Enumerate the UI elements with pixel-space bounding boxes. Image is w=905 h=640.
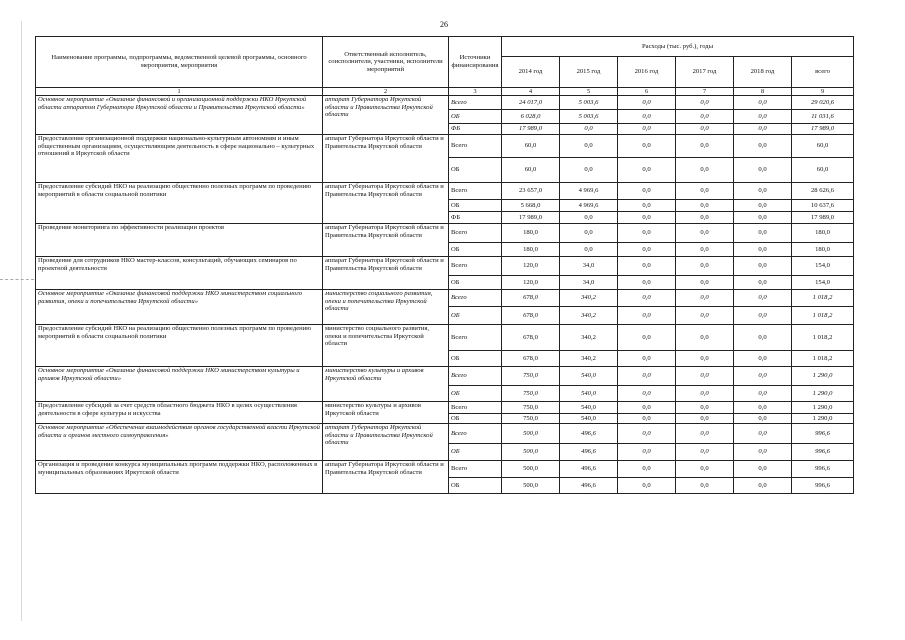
amount-cell: 750,0: [502, 402, 560, 414]
funding-source: Всего: [449, 135, 502, 158]
column-number: 3: [449, 88, 502, 96]
amount-cell: 340,2: [560, 351, 618, 367]
funding-source: ОБ: [449, 307, 502, 325]
amount-cell: 0,0: [734, 444, 792, 461]
amount-total: 1 018,2: [792, 307, 854, 325]
amount-cell: 0,0: [734, 243, 792, 257]
amount-cell: 0,0: [676, 386, 734, 402]
amount-total: 1 018,2: [792, 325, 854, 351]
activity-executor: министерство социального развития, опеки и попечительства Иркутской области: [323, 290, 449, 325]
amount-cell: 678,0: [502, 351, 560, 367]
funding-source: Всего: [449, 402, 502, 414]
amount-cell: 0,0: [618, 307, 676, 325]
table-row: [36, 257, 854, 276]
amount-cell: 0,0: [560, 212, 618, 224]
activity-executor: аппарат Губернатора Иркутской области и Правительства Иркутской области: [323, 135, 449, 183]
header-expenses: Расходы (тыс. руб.), годы: [502, 37, 854, 57]
amount-cell: 0,0: [734, 276, 792, 290]
amount-cell: 0,0: [676, 444, 734, 461]
header-year: 2014 год: [502, 57, 560, 88]
amount-total: 10 637,6: [792, 200, 854, 212]
amount-cell: 0,0: [734, 110, 792, 124]
amount-cell: 0,0: [618, 243, 676, 257]
amount-cell: 0,0: [618, 290, 676, 307]
amount-cell: 0,0: [618, 325, 676, 351]
amount-cell: 0,0: [676, 183, 734, 200]
header-year: 2017 год: [676, 57, 734, 88]
amount-cell: 0,0: [618, 424, 676, 444]
column-number: 4: [502, 88, 560, 96]
page-number: 26: [440, 20, 448, 29]
header-year: 2018 год: [734, 57, 792, 88]
funding-source: Всего: [449, 461, 502, 478]
amount-cell: 750,0: [502, 367, 560, 386]
amount-cell: 0,0: [734, 351, 792, 367]
amount-cell: 540,0: [560, 367, 618, 386]
column-numbers-row: [36, 88, 854, 96]
amount-cell: 0,0: [676, 325, 734, 351]
amount-cell: 0,0: [734, 325, 792, 351]
amount-cell: 0,0: [734, 200, 792, 212]
funding-source: ОБ: [449, 444, 502, 461]
amount-total: 1 290,0: [792, 414, 854, 424]
amount-cell: 5 003,6: [560, 110, 618, 124]
amount-cell: 0,0: [618, 478, 676, 494]
table-row: [36, 290, 854, 307]
activity-executor: аппарат Губернатора Иркутской области и Правительства Иркутской области: [323, 224, 449, 257]
amount-cell: 0,0: [618, 212, 676, 224]
funding-source: ФБ: [449, 124, 502, 135]
funding-source: ОБ: [449, 110, 502, 124]
activity-executor: аппарат Губернатора Иркутской области и Правительства Иркутской области: [323, 183, 449, 224]
scan-edge-line: [21, 21, 22, 621]
amount-total: 11 031,6: [792, 110, 854, 124]
amount-total: 28 626,6: [792, 183, 854, 200]
amount-cell: 5 003,6: [560, 96, 618, 110]
amount-cell: 0,0: [734, 424, 792, 444]
amount-cell: 0,0: [734, 290, 792, 307]
column-number: 5: [560, 88, 618, 96]
amount-cell: 0,0: [734, 257, 792, 276]
amount-cell: 540,0: [560, 414, 618, 424]
amount-cell: 0,0: [676, 307, 734, 325]
amount-cell: 0,0: [618, 135, 676, 158]
amount-cell: 0,0: [734, 414, 792, 424]
amount-cell: 500,0: [502, 444, 560, 461]
header-executor: Ответственный исполнитель, соисполнители, участники, исполнители мероприятий: [323, 37, 449, 88]
amount-cell: 0,0: [618, 276, 676, 290]
funding-source: ОБ: [449, 200, 502, 212]
amount-cell: 6 028,0: [502, 110, 560, 124]
amount-total: 60,0: [792, 158, 854, 183]
amount-cell: 0,0: [676, 414, 734, 424]
amount-cell: 750,0: [502, 414, 560, 424]
amount-cell: 0,0: [560, 124, 618, 135]
funding-source: ФБ: [449, 212, 502, 224]
amount-total: 180,0: [792, 243, 854, 257]
funding-source: ОБ: [449, 478, 502, 494]
amount-cell: 0,0: [676, 290, 734, 307]
amount-cell: 180,0: [502, 224, 560, 243]
activity-executor: министерство социального развития, опеки и попечительства Иркутской области: [323, 325, 449, 367]
activity-executor: министерство культуры и архивов Иркутской области: [323, 402, 449, 424]
amount-cell: 0,0: [734, 307, 792, 325]
amount-cell: 23 657,0: [502, 183, 560, 200]
activity-executor: аппарат Губернатора Иркутской области и Правительства Иркутской области: [323, 461, 449, 494]
table-row: [36, 135, 854, 158]
funding-source: Всего: [449, 367, 502, 386]
amount-cell: 0,0: [560, 135, 618, 158]
amount-cell: 0,0: [676, 158, 734, 183]
amount-cell: 0,0: [618, 158, 676, 183]
amount-cell: 120,0: [502, 257, 560, 276]
amount-cell: 0,0: [618, 96, 676, 110]
activity-name: Предоставление субсидий НКО на реализацию общественно полезных программ по проведению мероприятий в области социальной политики: [36, 325, 323, 367]
amount-cell: 0,0: [734, 478, 792, 494]
amount-cell: 5 668,0: [502, 200, 560, 212]
amount-cell: 500,0: [502, 478, 560, 494]
column-number: 8: [734, 88, 792, 96]
funding-source: Всего: [449, 290, 502, 307]
amount-cell: 0,0: [676, 243, 734, 257]
amount-cell: 678,0: [502, 325, 560, 351]
funding-source: ОБ: [449, 351, 502, 367]
table-row: [36, 424, 854, 444]
header-year: 2015 год: [560, 57, 618, 88]
funding-source: Всего: [449, 325, 502, 351]
amount-cell: 0,0: [676, 424, 734, 444]
activity-name: Организация и проведение конкурса муниципальных программ поддержки НКО, расположенных в муниципальных образованиях Иркутской области: [36, 461, 323, 494]
header-year: 2016 год: [618, 57, 676, 88]
amount-total: 60,0: [792, 135, 854, 158]
amount-total: 996,6: [792, 461, 854, 478]
amount-cell: 540,0: [560, 386, 618, 402]
amount-cell: 0,0: [676, 478, 734, 494]
amount-cell: 0,0: [618, 414, 676, 424]
activity-name: Предоставление организационной поддержки национально-культурным автономиям и иным общественным организациям, осуществляющим деятельность в сфере национально – культурных отношений в Иркутской области: [36, 135, 323, 183]
table-body: [36, 96, 854, 494]
amount-cell: 4 969,6: [560, 183, 618, 200]
amount-cell: 0,0: [676, 200, 734, 212]
activity-executor: аппарат Губернатора Иркутской области и Правительства Иркутской области: [323, 257, 449, 290]
amount-cell: 0,0: [734, 135, 792, 158]
amount-total: 1 018,2: [792, 290, 854, 307]
amount-cell: 34,0: [560, 257, 618, 276]
amount-cell: 0,0: [734, 96, 792, 110]
amount-cell: 0,0: [676, 276, 734, 290]
amount-cell: 17 989,0: [502, 212, 560, 224]
amount-cell: 17 989,0: [502, 124, 560, 135]
amount-cell: 0,0: [676, 110, 734, 124]
amount-cell: 0,0: [734, 386, 792, 402]
amount-cell: 540,0: [560, 402, 618, 414]
amount-total: 17 989,0: [792, 124, 854, 135]
activity-name: Проведение мониторинга по эффективности реализации проектов: [36, 224, 323, 257]
amount-total: 1 018,2: [792, 351, 854, 367]
amount-cell: 0,0: [618, 444, 676, 461]
funding-source: Всего: [449, 96, 502, 110]
activity-name: Основное мероприятие «Оказание финансовой поддержки НКО министерством культуры и архивов Иркутской области»: [36, 367, 323, 402]
amount-cell: 24 017,0: [502, 96, 560, 110]
amount-cell: 0,0: [734, 212, 792, 224]
header-source: Источники финансирования: [449, 37, 502, 88]
amount-cell: 340,2: [560, 290, 618, 307]
table-row: [36, 325, 854, 351]
amount-cell: 496,6: [560, 461, 618, 478]
amount-cell: 678,0: [502, 307, 560, 325]
table-row: [36, 461, 854, 478]
table-row: [36, 183, 854, 200]
amount-cell: 340,2: [560, 325, 618, 351]
amount-cell: 0,0: [618, 351, 676, 367]
scan-margin-mark: [0, 279, 34, 280]
amount-total: 1 290,0: [792, 386, 854, 402]
activity-name: Основное мероприятие «Оказание финансовой и организационной поддержки НКО Иркутской области аппаратом Губернатора Иркутской области и Правительства Иркутской области»: [36, 96, 323, 135]
amount-cell: 0,0: [676, 212, 734, 224]
amount-total: 1 290,0: [792, 402, 854, 414]
amount-cell: 60,0: [502, 135, 560, 158]
amount-cell: 0,0: [618, 386, 676, 402]
activity-name: Основное мероприятие «Оказание финансовой поддержки НКО министерством социального развития, опеки и попечительства Иркутской области»: [36, 290, 323, 325]
amount-cell: 60,0: [502, 158, 560, 183]
amount-cell: 0,0: [734, 402, 792, 414]
funding-source: ОБ: [449, 386, 502, 402]
amount-total: 996,6: [792, 478, 854, 494]
table-row: [36, 402, 854, 414]
amount-cell: 0,0: [618, 367, 676, 386]
amount-cell: 0,0: [676, 224, 734, 243]
funding-source: ОБ: [449, 158, 502, 183]
amount-cell: 120,0: [502, 276, 560, 290]
amount-cell: 0,0: [618, 110, 676, 124]
activity-name: Проведение для сотрудников НКО мастер-классов, консультаций, обучающих семинаров по проектной деятельности: [36, 257, 323, 290]
activity-name: Предоставление субсидий НКО на реализацию общественно полезных программ по проведению мероприятий в области социальной политики: [36, 183, 323, 224]
column-number: 6: [618, 88, 676, 96]
amount-cell: 0,0: [618, 257, 676, 276]
amount-cell: 4 969,6: [560, 200, 618, 212]
funding-source: Всего: [449, 424, 502, 444]
activity-executor: аппарат Губернатора Иркутской области и Правительства Иркутской области: [323, 96, 449, 135]
amount-total: 1 290,0: [792, 367, 854, 386]
activity-executor: аппарат Губернатора Иркутской области и Правительства Иркутской области: [323, 424, 449, 461]
amount-cell: 0,0: [734, 158, 792, 183]
amount-cell: 0,0: [734, 124, 792, 135]
column-number: 1: [36, 88, 323, 96]
amount-cell: 180,0: [502, 243, 560, 257]
amount-cell: 0,0: [734, 461, 792, 478]
table-row: [36, 224, 854, 243]
amount-cell: 496,6: [560, 478, 618, 494]
amount-cell: 0,0: [676, 461, 734, 478]
funding-source: ОБ: [449, 276, 502, 290]
column-number: 2: [323, 88, 449, 96]
amount-cell: 750,0: [502, 386, 560, 402]
amount-total: 17 989,0: [792, 212, 854, 224]
amount-total: 154,0: [792, 257, 854, 276]
funding-source: Всего: [449, 257, 502, 276]
budget-table: [35, 36, 854, 494]
funding-source: Всего: [449, 224, 502, 243]
column-number: 7: [676, 88, 734, 96]
amount-cell: 0,0: [560, 158, 618, 183]
amount-cell: 34,0: [560, 276, 618, 290]
table-row: [36, 96, 854, 110]
table-row: [36, 367, 854, 386]
column-number: 9: [792, 88, 854, 96]
amount-total: 996,6: [792, 424, 854, 444]
amount-cell: 0,0: [676, 96, 734, 110]
funding-source: ОБ: [449, 414, 502, 424]
activity-name: Предоставление субсидий за счет средств областного бюджета НКО в целях осуществления деятельности в сфере культуры и искусства: [36, 402, 323, 424]
amount-cell: 0,0: [618, 124, 676, 135]
amount-cell: 0,0: [618, 200, 676, 212]
amount-total: 996,6: [792, 444, 854, 461]
amount-cell: 0,0: [676, 367, 734, 386]
amount-cell: 0,0: [560, 243, 618, 257]
amount-cell: 340,2: [560, 307, 618, 325]
amount-cell: 500,0: [502, 461, 560, 478]
amount-total: 154,0: [792, 276, 854, 290]
activity-name: Основное мероприятие «Обеспечение взаимодействия органов государственной власти Иркутской области и органов местного самоуправления»: [36, 424, 323, 461]
amount-cell: 0,0: [676, 257, 734, 276]
amount-cell: 678,0: [502, 290, 560, 307]
amount-total: 180,0: [792, 224, 854, 243]
amount-cell: 0,0: [734, 367, 792, 386]
amount-cell: 0,0: [676, 124, 734, 135]
amount-cell: 0,0: [676, 351, 734, 367]
funding-source: ОБ: [449, 243, 502, 257]
amount-cell: 0,0: [618, 402, 676, 414]
amount-cell: 0,0: [618, 224, 676, 243]
amount-cell: 0,0: [560, 224, 618, 243]
amount-cell: 0,0: [734, 183, 792, 200]
amount-cell: 0,0: [618, 461, 676, 478]
header-total: всего: [792, 57, 854, 88]
funding-source: Всего: [449, 183, 502, 200]
header-name: Наименование программы, подпрограммы, ведомственной целевой программы, основного мероприятия, мероприятия: [36, 37, 323, 88]
activity-executor: министерство культуры и архивов Иркутской области: [323, 367, 449, 402]
amount-cell: 496,6: [560, 424, 618, 444]
amount-cell: 0,0: [676, 135, 734, 158]
amount-cell: 0,0: [734, 224, 792, 243]
amount-total: 29 020,6: [792, 96, 854, 110]
amount-cell: 0,0: [676, 402, 734, 414]
amount-cell: 496,6: [560, 444, 618, 461]
amount-cell: 0,0: [618, 183, 676, 200]
amount-cell: 500,0: [502, 424, 560, 444]
